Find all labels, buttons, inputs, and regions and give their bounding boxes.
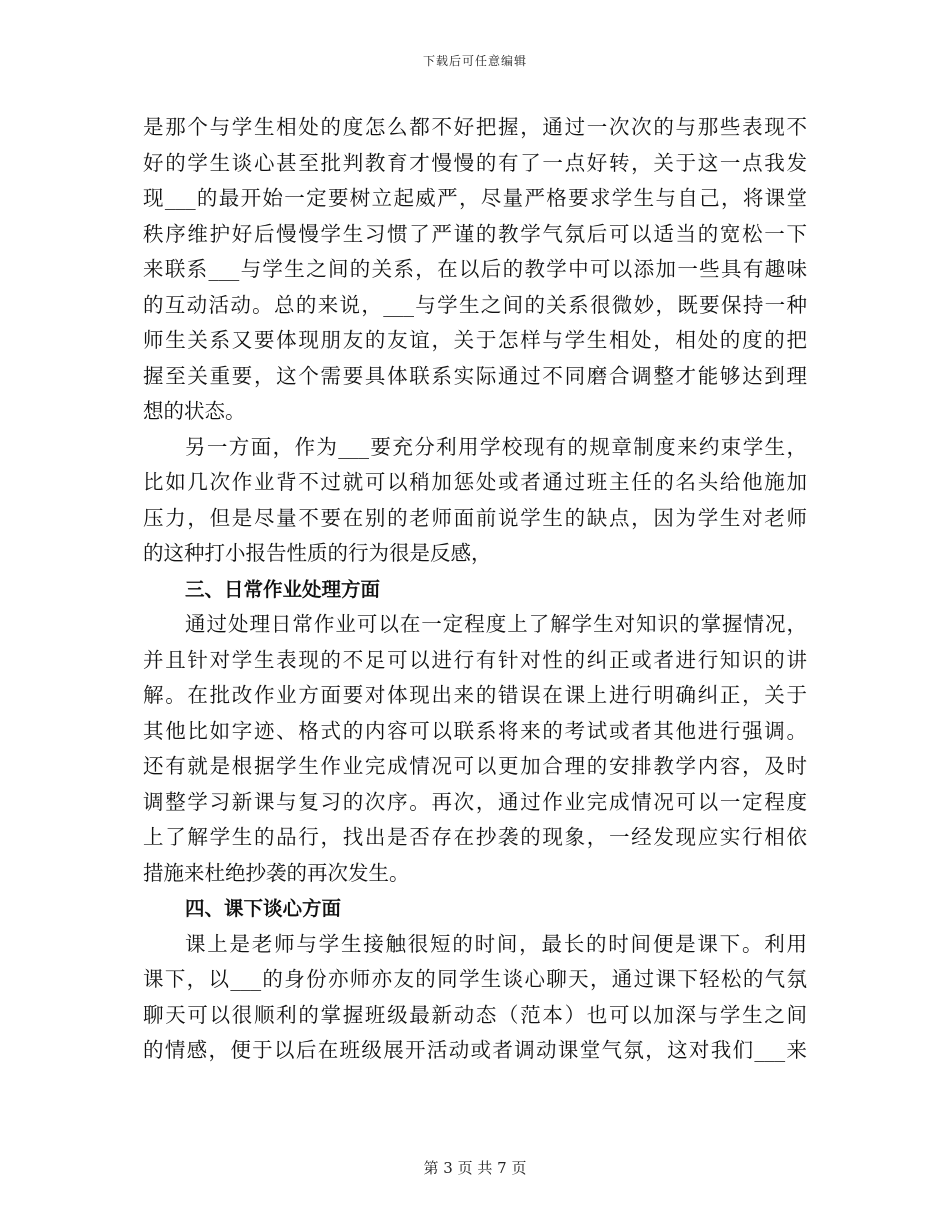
document-body	[143, 110, 807, 1069]
paragraph-line: 比如几次作业背不过就可以稍加惩处或者通过班主任的名头给他施加	[143, 470, 807, 494]
paragraph-line: 压力，但是尽量不要在别的老师面前说学生的缺点，因为学生对老师	[143, 505, 807, 530]
paragraph-line: 通过处理日常作业可以在一定程度上了解学生对知识的掌握情况，	[185, 612, 807, 636]
paragraph-line: 师生关系又要体现朋友的友谊，关于怎样与学生相处，相处的度的把	[143, 328, 807, 352]
paragraph-line: 聊天可以很顺利的掌握班级最新动态（范本）也可以加深与学生之间	[143, 1002, 807, 1027]
paragraph-line: 课下，以___的身份亦师亦友的同学生谈心聊天，通过课下轻松的气氛	[143, 967, 807, 991]
paragraph-line: 调整学习新课与复习的次序。再次，通过作业完成情况可以一定程度	[143, 789, 807, 814]
paragraph-line: 其他比如字迹、格式的内容可以联系将来的考试或者其他进行强调。	[143, 718, 807, 743]
page-header: 下载后可任意编辑	[422, 54, 527, 68]
paragraph-line: 来联系___与学生之间的关系，在以后的教学中可以添加一些具有趣味	[143, 257, 807, 281]
paragraph-line: 握至关重要，这个需要具体联系实际通过不同磨合调整才能够达到理	[143, 363, 807, 388]
paragraph-line: 想的状态。	[143, 399, 246, 423]
paragraph-line: 措施来杜绝抄袭的再次发生。	[143, 860, 410, 885]
paragraph-line: 的互动活动。总的来说，___与学生之间的关系很微妙，既要保持一种	[143, 292, 807, 317]
paragraph-line: 还有就是根据学生作业完成情况可以更加合理的安排教学内容，及时	[143, 754, 807, 778]
paragraph-line: 的情感，便于以后在班级展开活动或者调动课堂气氛，这对我们___来	[143, 1038, 807, 1062]
section-heading: 三、日常作业处理方面	[185, 577, 381, 601]
page-number-footer: 第 3 页 共 7 页	[423, 1159, 527, 1177]
paragraph-line: 秩序维护好后慢慢学生习惯了严谨的教学气氛后可以适当的宽松一下	[143, 221, 807, 246]
paragraph-line: 并且针对学生表现的不足可以进行有针对性的纠正或者进行知识的讲	[143, 647, 807, 672]
paragraph-line: 现___的最开始一定要树立起威严，尽量严格要求学生与自己，将课堂	[143, 186, 807, 210]
paragraph-line: 是那个与学生相处的度怎么都不好把握，通过一次次的与那些表现不	[143, 115, 807, 139]
paragraph-line: 课上是老师与学生接触很短的时间，最长的时间便是课下。利用	[185, 931, 807, 956]
paragraph-line: 另一方面，作为___要充分利用学校现有的规章制度来约束学生，	[185, 434, 807, 459]
section-heading: 四、课下谈心方面	[185, 897, 342, 920]
paragraph-line: 好的学生谈心甚至批判教育才慢慢的有了一点好转，关于这一点我发	[143, 150, 807, 175]
paragraph-line: 的这种打小报告性质的行为很是反感，	[143, 541, 492, 565]
paragraph-line: 上了解学生的品行，找出是否存在抄袭的现象，一经发现应实行相依	[143, 825, 807, 849]
paragraph-line: 解。在批改作业方面要对体现出来的错误在课上进行明确纠正，关于	[143, 683, 807, 707]
